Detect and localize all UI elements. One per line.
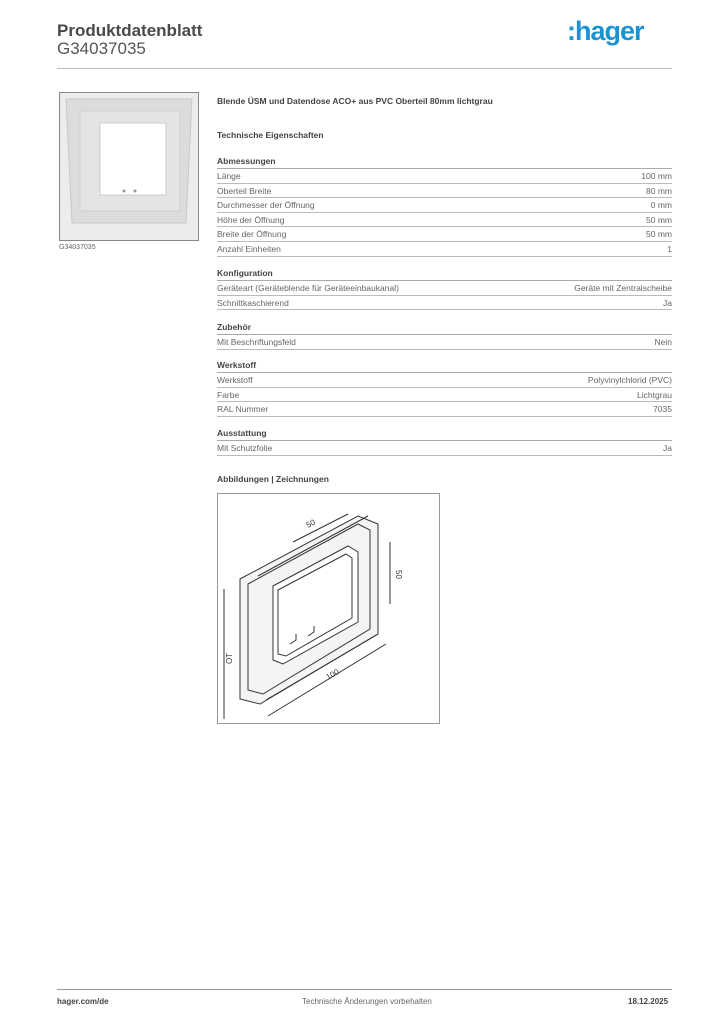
technical-drawing xyxy=(217,493,440,724)
table-row xyxy=(217,335,672,350)
product-image xyxy=(59,92,199,241)
dim-top: 50 xyxy=(304,517,317,530)
property-label: Anzahl Einheiten xyxy=(217,243,281,254)
table-row xyxy=(217,388,672,403)
property-value: 1 xyxy=(667,243,672,254)
property-value: Ja xyxy=(663,443,672,453)
footer-note: Technische Änderungen vorbehalten xyxy=(302,997,432,1006)
dim-right: 50 xyxy=(394,570,403,579)
property-label: Mit Schutzfolie xyxy=(217,443,273,453)
property-value: Lichtgrau xyxy=(637,389,672,400)
property-value: Polyvinylchlorid (PVC) xyxy=(587,375,672,385)
property-label: Höhe der Öffnung xyxy=(217,214,285,225)
property-label: Durchmesser der Öffnung xyxy=(217,200,315,211)
footer-date: 18.12.2025 xyxy=(628,997,669,1006)
property-label: Mit Beschriftungsfeld xyxy=(217,337,296,347)
table-row xyxy=(217,213,672,228)
header-divider xyxy=(57,68,672,69)
property-value: 50 mm xyxy=(646,214,672,225)
hager-logo: :hager xyxy=(567,16,644,46)
table-row xyxy=(217,184,672,199)
table-row xyxy=(217,242,672,257)
table-row xyxy=(217,281,672,296)
dim-left: OT xyxy=(225,652,234,664)
dim-bottom: 100 xyxy=(324,667,341,682)
image-caption: G34037035 xyxy=(59,244,96,251)
property-label: Schnittkaschierend xyxy=(217,297,289,308)
table-row xyxy=(217,169,672,184)
group-title: Konfiguration xyxy=(217,267,672,281)
footer-website[interactable]: hager.com/de xyxy=(57,997,109,1006)
property-value: 100 mm xyxy=(641,171,672,181)
section-title: Technische Eigenschaften xyxy=(217,130,324,140)
property-value: Geräte mit Zentralscheibe xyxy=(574,283,672,293)
page-title: Produktdatenblatt xyxy=(57,21,203,40)
group-zubehör xyxy=(217,321,672,350)
group-title: Werkstoff xyxy=(217,359,672,373)
property-value: Ja xyxy=(663,297,672,308)
table-row xyxy=(217,227,672,242)
table-row xyxy=(217,198,672,213)
property-label: Oberteil Breite xyxy=(217,185,272,196)
table-row xyxy=(217,402,672,417)
property-label: Länge xyxy=(217,171,241,181)
group-werkstoff xyxy=(217,359,672,417)
group-abmessungen xyxy=(217,155,672,257)
property-label: RAL Nummer xyxy=(217,404,269,415)
group-konfiguration xyxy=(217,267,672,310)
group-title: Zubehör xyxy=(217,321,672,335)
table-row xyxy=(217,296,672,311)
property-value: 7035 xyxy=(653,404,672,415)
table-row xyxy=(217,373,672,388)
property-label: Werkstoff xyxy=(217,375,253,385)
group-title: Abmessungen xyxy=(217,155,672,169)
drawings-title: Abbildungen | Zeichnungen xyxy=(217,474,329,484)
property-label: Geräteart (Geräteblende für Geräteeinbaukanal) xyxy=(217,283,399,293)
property-value: 80 mm xyxy=(646,185,672,196)
product-code: G34037035 xyxy=(57,39,146,58)
property-value: 50 mm xyxy=(646,229,672,240)
property-value: Nein xyxy=(654,337,672,347)
property-value: 0 mm xyxy=(650,200,672,211)
property-label: Breite der Öffnung xyxy=(217,229,287,240)
property-label: Farbe xyxy=(217,389,240,400)
footer-divider xyxy=(57,989,672,990)
product-title: Blende ÜSM und Datendose ACO+ aus PVC Oberteil 80mm lichtgrau xyxy=(217,96,493,106)
table-row xyxy=(217,441,672,456)
group-title: Ausstattung xyxy=(217,427,672,441)
group-ausstattung xyxy=(217,427,672,456)
